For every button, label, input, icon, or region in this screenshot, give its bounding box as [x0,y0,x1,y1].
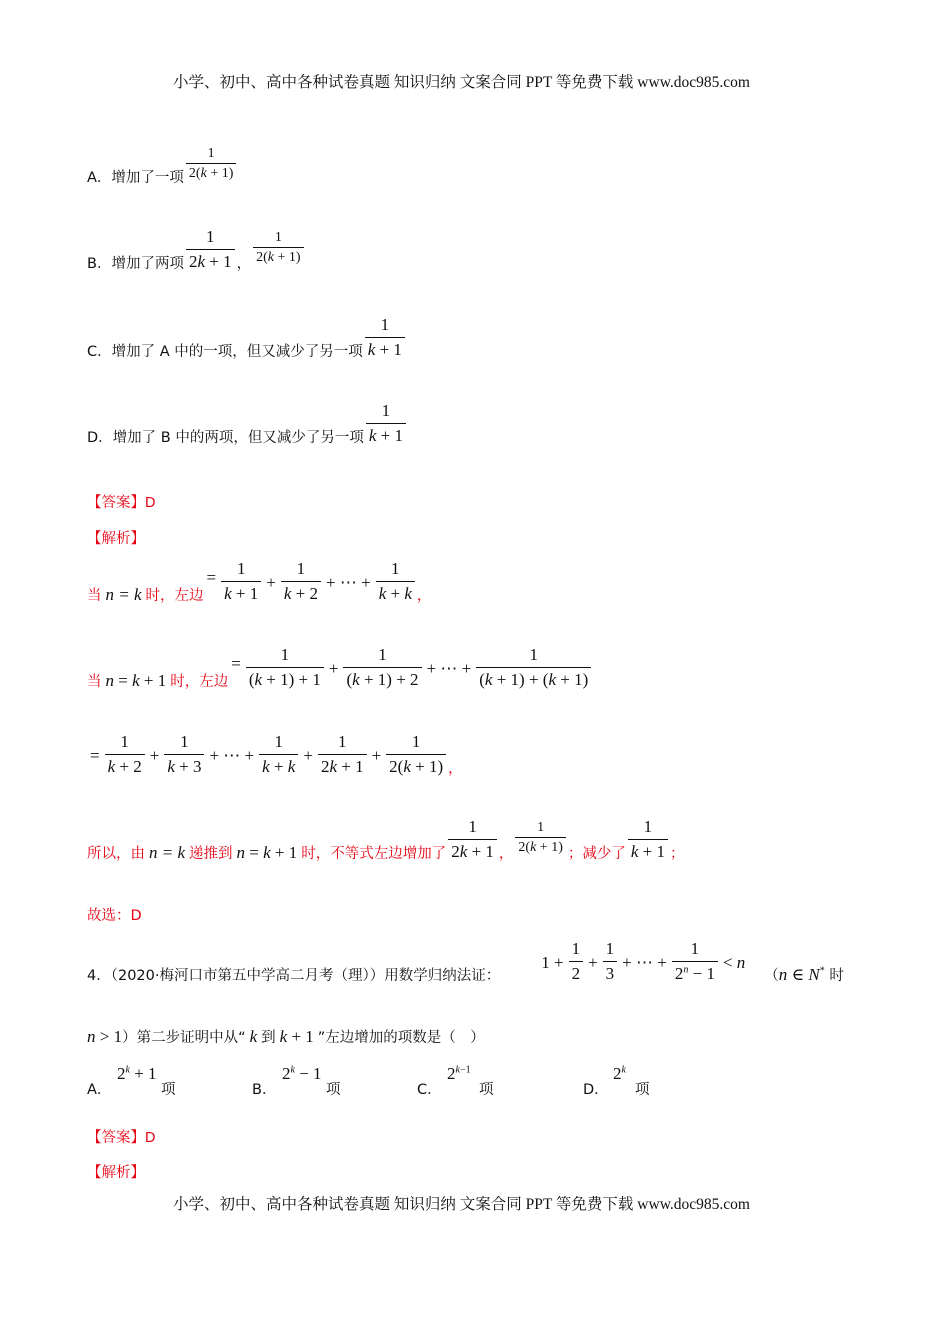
q4-stem-prefix: 4．（2020·梅河口市第五中学高二月考（理））用数学归纳法证： [87,968,501,984]
option-c-fraction: $\frac{1}{k + 1}$ [365,316,405,360]
option-a-label: A．增加了一项 [87,170,184,186]
q4-options: A． $2^k + 1$ 项 B． $2^k - 1$ 项 C． $2^{k-1}$ 项 D． 2$^k$ 项 [87,1064,650,1098]
analysis-line-4: 所以，由 n = k 递推到 n = k + 1 时，不等式左边增加了 $\frac{1}{2k + 1}$ ， $\frac{1}{2(k + 1)}$ ；减少了 $\frac{1}{k + 1}$ ； [87,817,685,862]
page-footer: 小学、初中、高中各种试卷真题 知识归纳 文案合同 PPT 等免费下载 www.doc985.com [173,1196,750,1213]
analysis-tag: 【解析】 [87,531,145,547]
option-d [87,402,408,447]
option-b-fraction-1: $\frac{1}{2k + 1}$ [186,228,235,272]
option-d-label: D．增加了 B 中的两项，但又减少了另一项 [87,430,364,446]
option-b-fraction-2: $\frac{1}{2(k + 1)}$ [253,230,303,267]
option-a-fraction: $\frac{1}{2(k + 1)}$ [186,146,236,183]
option-c [87,316,407,361]
option-b: B．增加了两项 $\frac{1}{2k + 1}$ ， $\frac{1}{2(k + 1)}$ [87,228,306,273]
q4-stem: 4．（2020·梅河口市第五中学高二月考（理））用数学归纳法证： 1 + $\frac{1}{2}$ + $\frac{1}{3}$ + ⋯ + $\frac{1}{2^n - 1}$ < n （ n ∈ N* 时 [87,939,844,984]
analysis-line-3: = $\frac{1}{k + 2}$ + $\frac{1}{k + 3}$ + ⋯ + $\frac{1}{k + k}$ + $\frac{1}{2k + 1}$ + $\frac{1}{2(k + 1)}$ ， [90,732,463,777]
answer-line: 【答案】D [87,495,156,511]
answer-value: D [145,495,156,511]
conclusion: 故选：D [87,908,142,924]
option-d-fraction: $\frac{1}{k + 1}$ [366,402,406,446]
q4-answer-value: D [145,1130,156,1146]
option-c-label: C．增加了 A 中的一项，但又减少了另一项 [87,344,363,360]
page-header: 小学、初中、高中各种试卷真题 知识归纳 文案合同 PPT 等免费下载 www.doc985.com [173,74,750,91]
option-a [87,142,238,187]
option-b-label: B．增加了两项 [87,256,184,272]
q4-answer-line: 【答案】D [87,1130,156,1146]
q4-analysis-tag: 【解析】 [87,1165,145,1181]
q4-stem-line-2: n > 1 ）第二步证明中从“ k 到 k + 1 ”左边增加的项数是（ ） [87,1026,485,1046]
analysis-line-2: 当 n = k + 1 时，左边 = $\frac{1}{(k + 1) + 1}$ + $\frac{1}{(k + 1) + 2}$ + ⋯ + $\frac{1}{(k + 1) + (k + 1)}$ [87,646,593,691]
analysis-line-1: 当 n = k 时，左边 = $\frac{1}{k + 1}$ + $\frac{1}{k + 2}$ + ⋯ + $\frac{1}{k + k}$ ， [87,559,432,604]
